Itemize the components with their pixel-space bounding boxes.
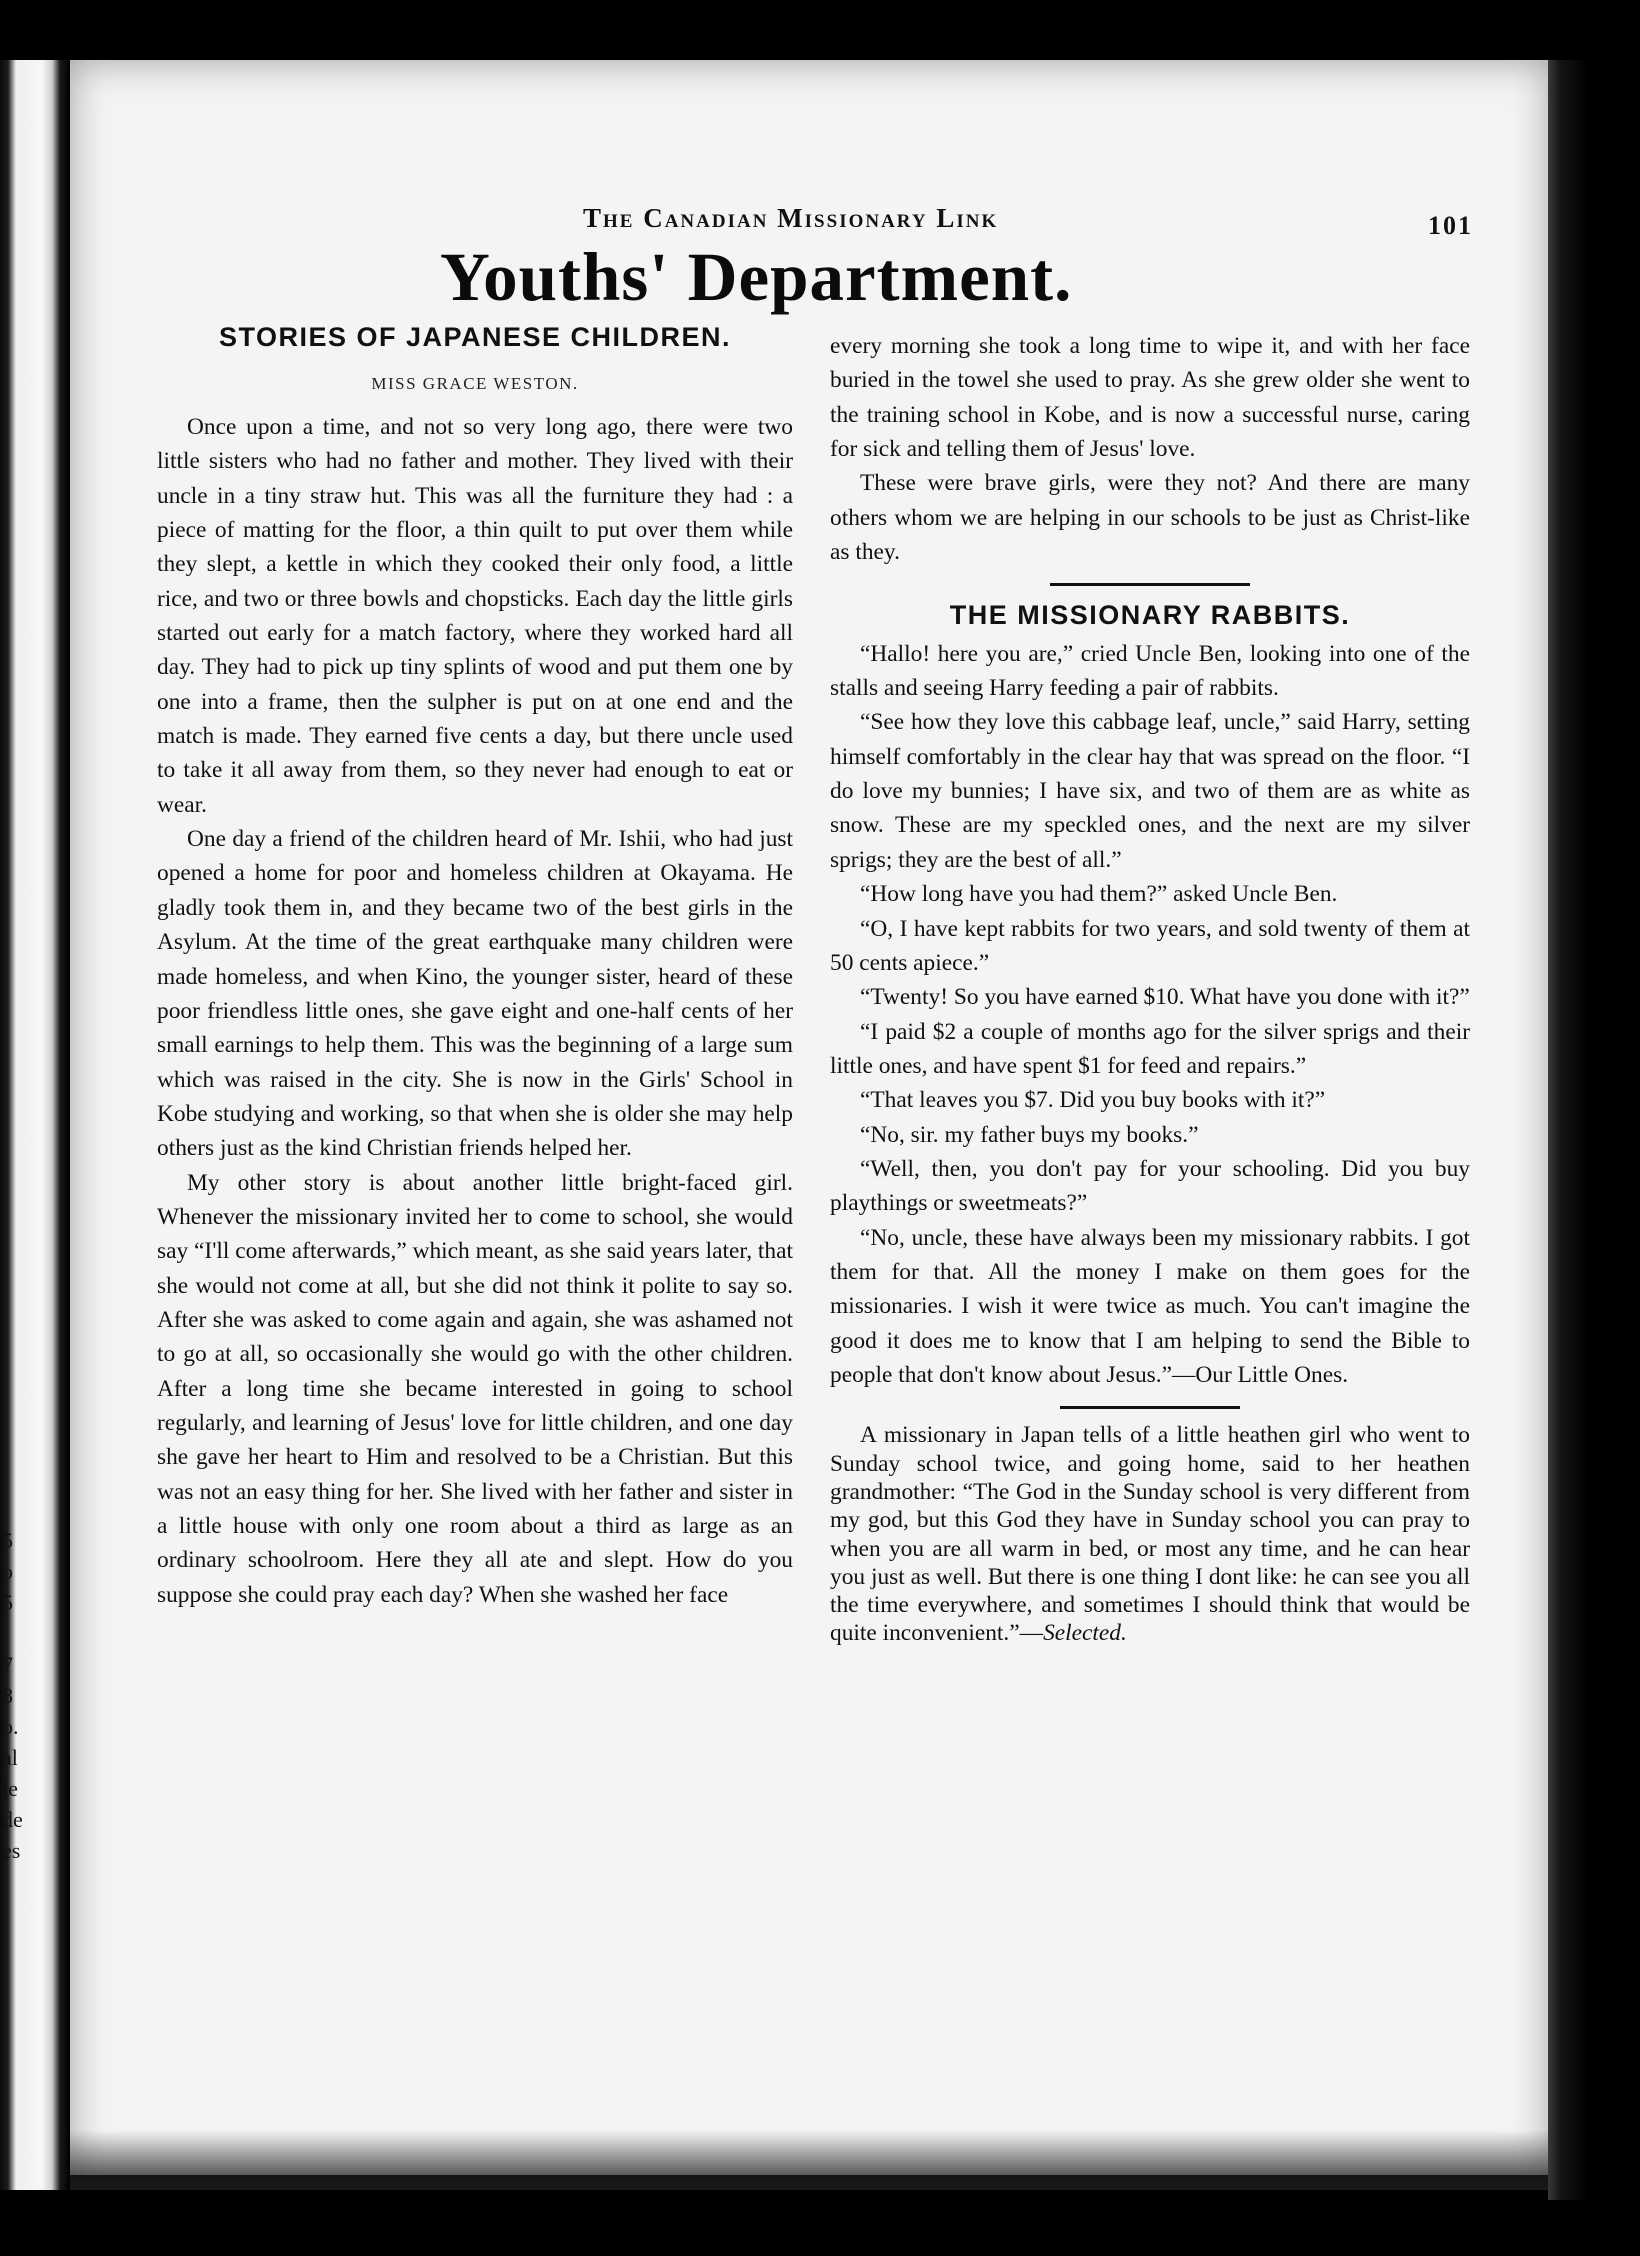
story2-paragraph: “How long have you had them?” asked Uncle Ben.: [860, 881, 1338, 908]
story1-paragraph-continued: every morning she took a long time to wipe it, and with her face buried in the towel she used to pray. As she grew older she went to the training school in Kobe, and is now a successful nurse, caring for sick and telling them of Jesus' love.: [830, 333, 1470, 463]
story3: [830, 1421, 1470, 1647]
story2-paragraph: “No, uncle, these have always been my missionary rabbits. I got them for that. All the money I make on them goes for the missionaries. I wish it were twice as much. You can't imagine the good it does me to know that I am helping to send the Bible to people that don't know about Jesus.”—Our Little Ones.: [830, 1224, 1470, 1388]
book-edge-right: [1548, 60, 1640, 2200]
story1-paragraph: My other story is about another little bright-faced girl. Whenever the missionary invited her to come to school, she would say “I'll come afterwards,” which meant, as she said years later, that she would not come at all, but she did not think it polite to say so. After she was asked to come again and again, she was ashamed not to go at all, so occasionally she would go with the other children. After a long time she became interested in going to school regularly, and learning of Jesus' love for little children, and one day she gave her heart to Him and resolved to be a Christian. But this was not an easy thing for her. She lived with her father and sister in a little house with only one room about a third as large as an ordinary schoolroom. Here they all ate and slept. How do you suppose she could pray each day? When she washed her face: [157, 1169, 793, 1608]
fragment: 8: [2, 1683, 13, 1708]
section-divider: [1050, 583, 1250, 586]
story2-paragraph: “Well, then, you don't pay for your schooling. Did you buy playthings or sweetmeats?”: [830, 1155, 1470, 1217]
fragment: o.: [2, 1714, 19, 1739]
story3-paragraph: [830, 1421, 1470, 1647]
fragment: de: [2, 1807, 23, 1832]
story2-paragraph: “I paid $2 a couple of months ago for the silver sprigs and their little ones, and have spent $1 for feed and repairs.”: [830, 1018, 1470, 1079]
story2-paragraph: “O, I have kept rabbits for two years, and sold twenty of them at 50 cents apiece.”: [830, 915, 1470, 976]
story3-source: Selected.: [1043, 1620, 1127, 1647]
left-column: [157, 410, 793, 1612]
story2-paragraph: “Twenty! So you have earned $10. What have you done with it?”: [860, 984, 1470, 1011]
section-divider: [1060, 1406, 1240, 1409]
story2-heading: THE MISSIONARY RABBITS.: [949, 600, 1351, 631]
story2-paragraph: “That leaves you $7. Did you buy books with it?”: [860, 1087, 1326, 1114]
story3-text: A missionary in Japan tells of a little heathen girl who went to Sunday school twice, and going home, said to her heathen grandmother: “The God in the Sunday school is very different from my god, but this God they have in Sunday school you can pray to when you are all warm in bed, or most any time, and he can hear you just as well. But there is one thing I dont like: he can see you all the time everywhere, and sometimes I should think that would be quite inconvenient.”—: [830, 1422, 1470, 1647]
right-column: [830, 329, 1470, 1648]
story1-paragraph: These were brave girls, were they not? And there are many others whom we are helping in our schools to be just as Christ-like as they.: [830, 470, 1470, 566]
story1-heading: STORIES OF JAPANESE CHILDREN.: [218, 322, 732, 352]
department-title: Youths' Department.: [440, 239, 1073, 315]
book-gutter-left: [0, 60, 70, 2190]
fragment: 5: [2, 1528, 13, 1553]
story1-paragraph: One day a friend of the children heard of Mr. Ishii, who had just opened a home for poor and homeless children at Okayama. He gladly took them in, and they became two of the best girls in the Asylum. At the time of the great earthquake many children were made homeless, and when Kino, the younger sister, heard of these poor friendless little ones, she gave eight and one-half cents of her small earnings to help them. This was the beginning of a large sum which was raised in the city. She is now in the Girls' School in Kobe studying and working, so that when she is older she may help others just as the kind Christian friends helped her.: [157, 826, 793, 1162]
running-head: The Canadian Missionary Link: [583, 203, 999, 233]
fragment: o: [2, 1559, 13, 1584]
story2-paragraph: “See how they love this cabbage leaf, uncle,” said Harry, setting himself comfortably in the clear hay that was spread on the floor. “I do love my bunnies; I have six, and two of them are as white as snow. These are my speckled ones, and the next are my silver sprigs; they are the best of all.”: [830, 709, 1470, 873]
story2-paragraph: “No, sir. my father buys my books.”: [860, 1121, 1199, 1148]
fragment: le: [2, 1776, 18, 1801]
story2-paragraph: “Hallo! here you are,” cried Uncle Ben, looking into one of the stalls and seeing Harry feeding a pair of rabbits.: [830, 640, 1470, 702]
fragment: al: [2, 1745, 18, 1770]
story1-author: MISS GRACE WESTON.: [371, 374, 579, 393]
previous-page-fragments: [0, 1525, 40, 1866]
page-number: 101: [1428, 211, 1473, 240]
story1-paragraph: Once upon a time, and not so very long ago, there were two little sisters who had no father and mother. They lived with their uncle in a tiny straw hut. This was all the furniture they had : a piece of matting for the floor, a thin quilt to put over them while they slept, a kettle in which they cooked their only food, a little rice, and two or three bowls and chopsticks. Each day the little girls started out early for a match factory, where they worked hard all day. They had to pick up tiny splints of wood and put them one by one into a frame, then the sulpher is put on at one end and the match is made. They earned five cents a day, but there uncle used to take it all away from them, so they never had enough to eat or wear.: [157, 414, 793, 818]
fragment: [0, 1618, 40, 1649]
fragment: es: [2, 1838, 21, 1863]
fragment: 7: [2, 1652, 13, 1677]
fragment: 5: [2, 1590, 13, 1615]
page-bottom-shadow: [70, 2130, 1550, 2190]
